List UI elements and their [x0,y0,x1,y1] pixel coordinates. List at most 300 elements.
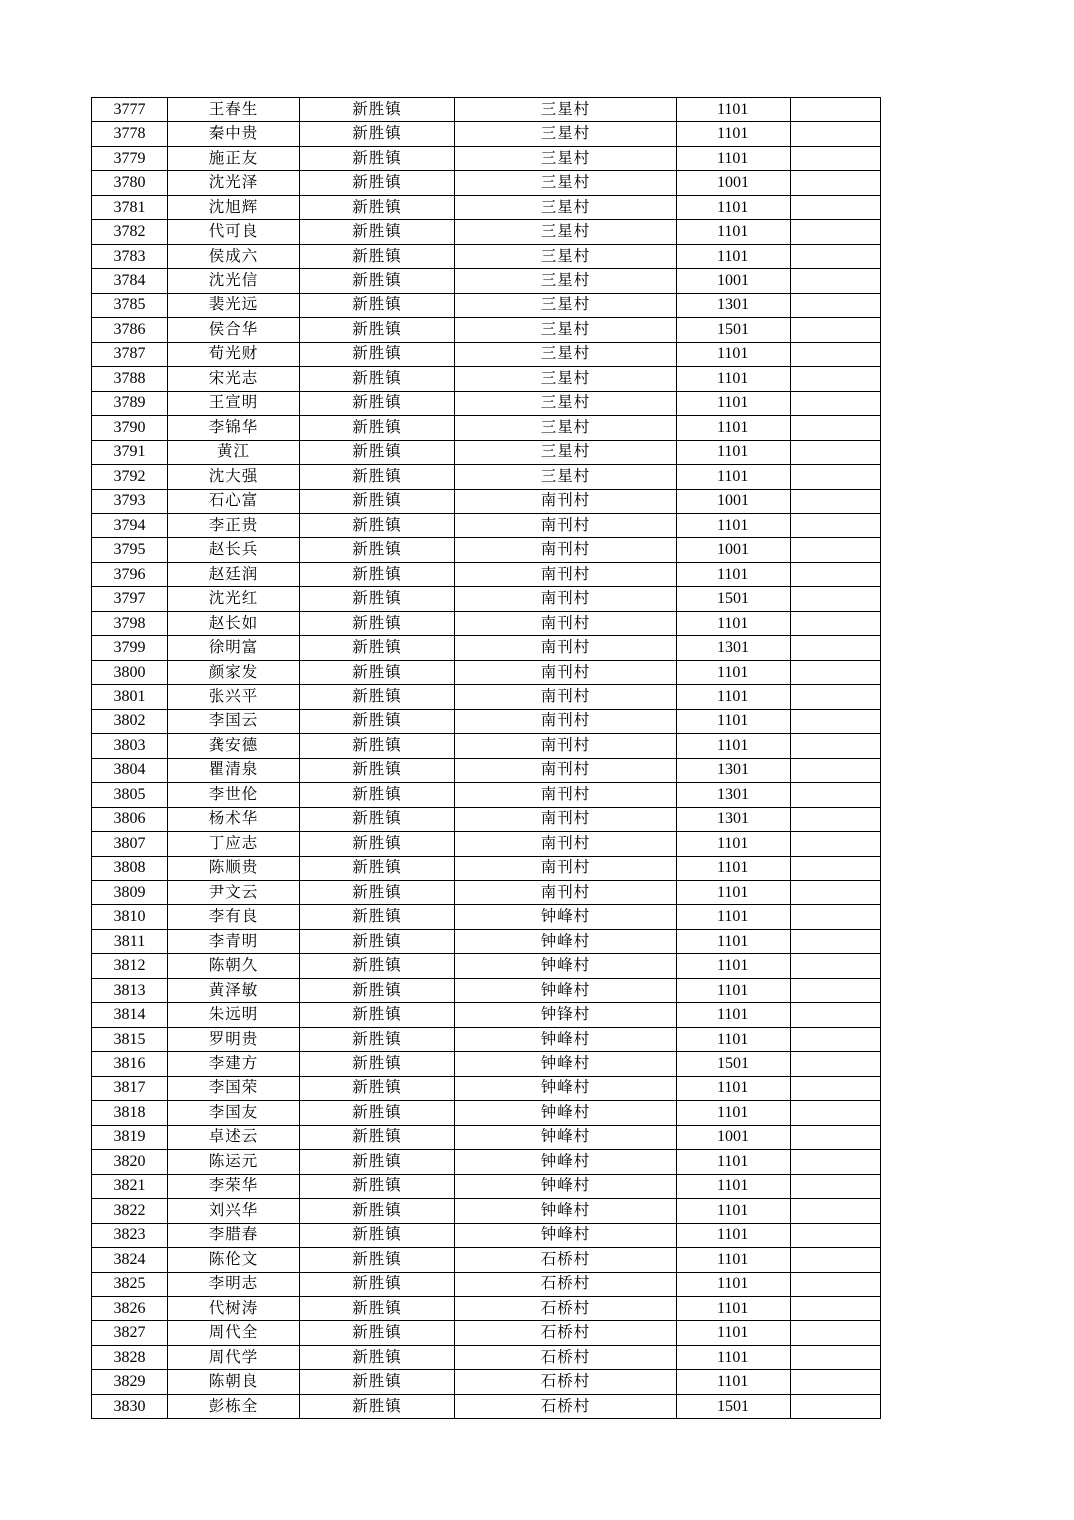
row-number-cell: 3826 [92,1296,168,1320]
town-cell: 新胜镇 [300,98,455,122]
code-cell: 1001 [677,269,791,293]
table-row [92,881,881,905]
table-row [92,1003,881,1027]
code-cell: 1101 [677,244,791,268]
row-number-cell: 3810 [92,905,168,929]
table-row [92,1076,881,1100]
row-number-cell: 3787 [92,342,168,366]
village-cell: 三星村 [455,440,677,464]
data-table [91,97,881,1419]
row-number-cell: 3803 [92,734,168,758]
note-cell [791,758,881,782]
code-cell: 1101 [677,832,791,856]
name-cell: 赵长兵 [168,538,300,562]
village-cell: 南刊村 [455,734,677,758]
note-cell [791,562,881,586]
table-row [92,1394,881,1418]
table-row [92,342,881,366]
town-cell: 新胜镇 [300,954,455,978]
row-number-cell: 3822 [92,1199,168,1223]
village-cell: 三星村 [455,416,677,440]
town-cell: 新胜镇 [300,1321,455,1345]
name-cell: 卓述云 [168,1125,300,1149]
town-cell: 新胜镇 [300,146,455,170]
note-cell [791,465,881,489]
code-cell: 1101 [677,1223,791,1247]
row-number-cell: 3827 [92,1321,168,1345]
table-row [92,1345,881,1369]
village-cell: 三星村 [455,220,677,244]
town-cell: 新胜镇 [300,1027,455,1051]
note-cell [791,98,881,122]
code-cell: 1301 [677,783,791,807]
code-cell: 1501 [677,318,791,342]
name-cell: 徐明富 [168,636,300,660]
note-cell [791,416,881,440]
village-cell: 三星村 [455,171,677,195]
table-row [92,685,881,709]
town-cell: 新胜镇 [300,734,455,758]
village-cell: 南刊村 [455,513,677,537]
village-cell: 三星村 [455,293,677,317]
name-cell: 王春生 [168,98,300,122]
note-cell [791,611,881,635]
note-cell [791,636,881,660]
village-cell: 钟峰村 [455,1150,677,1174]
name-cell: 李建方 [168,1052,300,1076]
note-cell [791,881,881,905]
village-cell: 钟峰村 [455,954,677,978]
table-row [92,562,881,586]
town-cell: 新胜镇 [300,440,455,464]
town-cell: 新胜镇 [300,978,455,1002]
note-cell [791,195,881,219]
name-cell: 尹文云 [168,881,300,905]
town-cell: 新胜镇 [300,856,455,880]
table-row [92,587,881,611]
name-cell: 刘兴华 [168,1199,300,1223]
name-cell: 赵长如 [168,611,300,635]
code-cell: 1101 [677,1101,791,1125]
code-cell: 1101 [677,856,791,880]
name-cell: 宋光志 [168,367,300,391]
name-cell: 瞿清泉 [168,758,300,782]
row-number-cell: 3792 [92,465,168,489]
village-cell: 三星村 [455,367,677,391]
name-cell: 罗明贵 [168,1027,300,1051]
table-row [92,611,881,635]
name-cell: 颜家发 [168,660,300,684]
note-cell [791,929,881,953]
code-cell: 1101 [677,685,791,709]
name-cell: 周代学 [168,1345,300,1369]
note-cell [791,367,881,391]
name-cell: 陈顺贵 [168,856,300,880]
row-number-cell: 3813 [92,978,168,1002]
table-row [92,807,881,831]
town-cell: 新胜镇 [300,244,455,268]
code-cell: 1001 [677,1125,791,1149]
village-cell: 石桥村 [455,1345,677,1369]
row-number-cell: 3794 [92,513,168,537]
village-cell: 钟峰村 [455,905,677,929]
table-row [92,954,881,978]
table-row [92,367,881,391]
name-cell: 沈光泽 [168,171,300,195]
row-number-cell: 3795 [92,538,168,562]
town-cell: 新胜镇 [300,685,455,709]
town-cell: 新胜镇 [300,416,455,440]
table-row [92,1052,881,1076]
code-cell: 1101 [677,1199,791,1223]
town-cell: 新胜镇 [300,171,455,195]
table-row [92,1027,881,1051]
village-cell: 钟峰村 [455,1027,677,1051]
row-number-cell: 3782 [92,220,168,244]
table-row [92,195,881,219]
code-cell: 1101 [677,1003,791,1027]
table-row [92,660,881,684]
note-cell [791,709,881,733]
code-cell: 1001 [677,171,791,195]
row-number-cell: 3781 [92,195,168,219]
row-number-cell: 3814 [92,1003,168,1027]
table-row [92,1150,881,1174]
town-cell: 新胜镇 [300,122,455,146]
table-row [92,636,881,660]
code-cell: 1101 [677,881,791,905]
table-body [92,98,881,1419]
village-cell: 三星村 [455,342,677,366]
row-number-cell: 3819 [92,1125,168,1149]
row-number-cell: 3788 [92,367,168,391]
table-row [92,1296,881,1320]
town-cell: 新胜镇 [300,881,455,905]
village-cell: 钟峰村 [455,929,677,953]
name-cell: 彭栋全 [168,1394,300,1418]
note-cell [791,1345,881,1369]
note-cell [791,1150,881,1174]
row-number-cell: 3811 [92,929,168,953]
row-number-cell: 3820 [92,1150,168,1174]
village-cell: 钟峰村 [455,978,677,1002]
town-cell: 新胜镇 [300,1150,455,1174]
town-cell: 新胜镇 [300,318,455,342]
code-cell: 1101 [677,416,791,440]
name-cell: 赵廷润 [168,562,300,586]
row-number-cell: 3829 [92,1370,168,1394]
row-number-cell: 3789 [92,391,168,415]
code-cell: 1101 [677,1076,791,1100]
note-cell [791,1223,881,1247]
village-cell: 南刊村 [455,538,677,562]
name-cell: 沈大强 [168,465,300,489]
row-number-cell: 3784 [92,269,168,293]
village-cell: 南刊村 [455,685,677,709]
row-number-cell: 3806 [92,807,168,831]
code-cell: 1101 [677,122,791,146]
village-cell: 三星村 [455,98,677,122]
code-cell: 1101 [677,513,791,537]
row-number-cell: 3793 [92,489,168,513]
note-cell [791,538,881,562]
name-cell: 代可良 [168,220,300,244]
row-number-cell: 3802 [92,709,168,733]
note-cell [791,220,881,244]
code-cell: 1101 [677,709,791,733]
note-cell [791,1076,881,1100]
row-number-cell: 3785 [92,293,168,317]
town-cell: 新胜镇 [300,562,455,586]
name-cell: 沈旭辉 [168,195,300,219]
town-cell: 新胜镇 [300,1345,455,1369]
town-cell: 新胜镇 [300,1370,455,1394]
row-number-cell: 3799 [92,636,168,660]
village-cell: 南刊村 [455,832,677,856]
note-cell [791,1101,881,1125]
note-cell [791,954,881,978]
table-row [92,293,881,317]
table-row [92,1272,881,1296]
village-cell: 三星村 [455,122,677,146]
note-cell [791,734,881,758]
code-cell: 1101 [677,367,791,391]
village-cell: 三星村 [455,318,677,342]
code-cell: 1101 [677,98,791,122]
town-cell: 新胜镇 [300,832,455,856]
village-cell: 石桥村 [455,1394,677,1418]
note-cell [791,685,881,709]
village-cell: 钟峰村 [455,1052,677,1076]
table-row [92,1199,881,1223]
code-cell: 1101 [677,1248,791,1272]
code-cell: 1101 [677,342,791,366]
code-cell: 1101 [677,954,791,978]
town-cell: 新胜镇 [300,1052,455,1076]
village-cell: 南刊村 [455,660,677,684]
town-cell: 新胜镇 [300,1125,455,1149]
town-cell: 新胜镇 [300,807,455,831]
name-cell: 石心富 [168,489,300,513]
table-row [92,538,881,562]
row-number-cell: 3796 [92,562,168,586]
town-cell: 新胜镇 [300,391,455,415]
village-cell: 南刊村 [455,783,677,807]
town-cell: 新胜镇 [300,538,455,562]
village-cell: 三星村 [455,465,677,489]
note-cell [791,513,881,537]
name-cell: 丁应志 [168,832,300,856]
town-cell: 新胜镇 [300,1248,455,1272]
note-cell [791,489,881,513]
town-cell: 新胜镇 [300,1076,455,1100]
table-row [92,1101,881,1125]
note-cell [791,146,881,170]
code-cell: 1101 [677,978,791,1002]
town-cell: 新胜镇 [300,636,455,660]
village-cell: 三星村 [455,269,677,293]
table-row [92,440,881,464]
table-row [92,783,881,807]
row-number-cell: 3825 [92,1272,168,1296]
code-cell: 1001 [677,489,791,513]
table-row [92,98,881,122]
town-cell: 新胜镇 [300,195,455,219]
village-cell: 石桥村 [455,1296,677,1320]
name-cell: 沈光红 [168,587,300,611]
town-cell: 新胜镇 [300,220,455,244]
town-cell: 新胜镇 [300,660,455,684]
name-cell: 侯成六 [168,244,300,268]
table-row [92,929,881,953]
town-cell: 新胜镇 [300,367,455,391]
note-cell [791,122,881,146]
village-cell: 钟峰村 [455,1076,677,1100]
row-number-cell: 3805 [92,783,168,807]
table-row [92,146,881,170]
table-row [92,318,881,342]
name-cell: 陈运元 [168,1150,300,1174]
name-cell: 龚安德 [168,734,300,758]
village-cell: 石桥村 [455,1272,677,1296]
name-cell: 侯合华 [168,318,300,342]
village-cell: 南刊村 [455,881,677,905]
table-row [92,465,881,489]
code-cell: 1101 [677,1150,791,1174]
town-cell: 新胜镇 [300,1223,455,1247]
note-cell [791,587,881,611]
note-cell [791,269,881,293]
note-cell [791,1125,881,1149]
name-cell: 陈朝久 [168,954,300,978]
row-number-cell: 3821 [92,1174,168,1198]
village-cell: 南刊村 [455,587,677,611]
village-cell: 三星村 [455,195,677,219]
note-cell [791,1394,881,1418]
village-cell: 南刊村 [455,758,677,782]
code-cell: 1301 [677,758,791,782]
name-cell: 沈光信 [168,269,300,293]
note-cell [791,318,881,342]
name-cell: 陈伦文 [168,1248,300,1272]
code-cell: 1101 [677,1027,791,1051]
note-cell [791,342,881,366]
town-cell: 新胜镇 [300,709,455,733]
row-number-cell: 3778 [92,122,168,146]
code-cell: 1101 [677,220,791,244]
town-cell: 新胜镇 [300,1296,455,1320]
town-cell: 新胜镇 [300,489,455,513]
table-row [92,905,881,929]
note-cell [791,1272,881,1296]
town-cell: 新胜镇 [300,929,455,953]
code-cell: 1001 [677,538,791,562]
row-number-cell: 3830 [92,1394,168,1418]
note-cell [791,783,881,807]
table-row [92,416,881,440]
row-number-cell: 3828 [92,1345,168,1369]
village-cell: 钟峰村 [455,1223,677,1247]
town-cell: 新胜镇 [300,269,455,293]
village-cell: 石桥村 [455,1370,677,1394]
village-cell: 三星村 [455,244,677,268]
code-cell: 1101 [677,1345,791,1369]
name-cell: 朱远明 [168,1003,300,1027]
note-cell [791,1199,881,1223]
village-cell: 南刊村 [455,807,677,831]
name-cell: 裴光远 [168,293,300,317]
town-cell: 新胜镇 [300,587,455,611]
code-cell: 1101 [677,195,791,219]
row-number-cell: 3812 [92,954,168,978]
town-cell: 新胜镇 [300,1003,455,1027]
row-number-cell: 3786 [92,318,168,342]
table-row [92,513,881,537]
table-row [92,1248,881,1272]
note-cell [791,1174,881,1198]
note-cell [791,1296,881,1320]
table-row [92,391,881,415]
code-cell: 1101 [677,1174,791,1198]
table-row [92,832,881,856]
village-cell: 石桥村 [455,1248,677,1272]
table-row [92,171,881,195]
table-row [92,122,881,146]
name-cell: 代树涛 [168,1296,300,1320]
note-cell [791,1052,881,1076]
name-cell: 杨术华 [168,807,300,831]
row-number-cell: 3823 [92,1223,168,1247]
village-cell: 三星村 [455,146,677,170]
table-row [92,269,881,293]
code-cell: 1101 [677,929,791,953]
note-cell [791,1248,881,1272]
town-cell: 新胜镇 [300,758,455,782]
town-cell: 新胜镇 [300,513,455,537]
name-cell: 周代全 [168,1321,300,1345]
row-number-cell: 3779 [92,146,168,170]
note-cell [791,391,881,415]
table-row [92,489,881,513]
name-cell: 李明志 [168,1272,300,1296]
name-cell: 王宣明 [168,391,300,415]
row-number-cell: 3797 [92,587,168,611]
town-cell: 新胜镇 [300,1272,455,1296]
table-row [92,220,881,244]
note-cell [791,807,881,831]
village-cell: 南刊村 [455,489,677,513]
code-cell: 1501 [677,587,791,611]
name-cell: 陈朝良 [168,1370,300,1394]
note-cell [791,978,881,1002]
village-cell: 钟峰村 [455,1101,677,1125]
village-cell: 南刊村 [455,856,677,880]
row-number-cell: 3790 [92,416,168,440]
note-cell [791,856,881,880]
name-cell: 李腊春 [168,1223,300,1247]
table-row [92,1125,881,1149]
village-cell: 钟峰村 [455,1199,677,1223]
code-cell: 1501 [677,1394,791,1418]
code-cell: 1301 [677,636,791,660]
note-cell [791,1321,881,1345]
name-cell: 施正友 [168,146,300,170]
code-cell: 1101 [677,1321,791,1345]
village-cell: 南刊村 [455,709,677,733]
note-cell [791,905,881,929]
note-cell [791,440,881,464]
row-number-cell: 3809 [92,881,168,905]
